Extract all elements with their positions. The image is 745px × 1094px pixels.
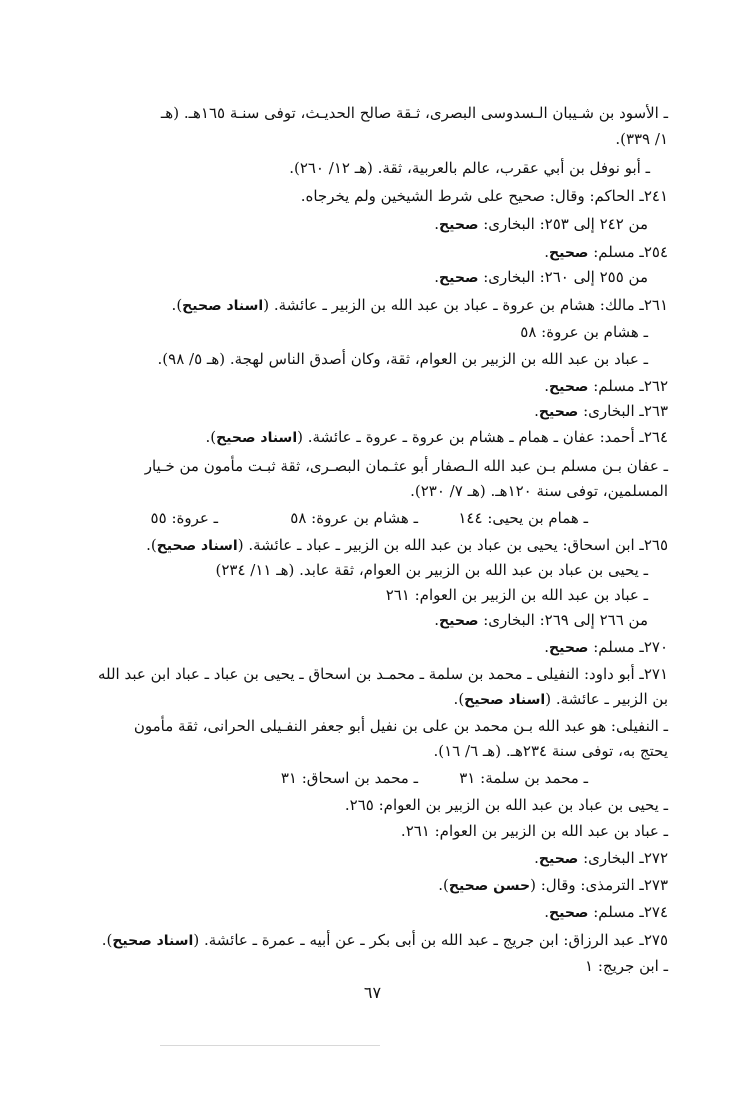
- grade-label: صحيح: [439, 217, 479, 233]
- text-line: ١/ ٣٣٩).: [615, 130, 668, 148]
- page-number: ٦٧: [363, 983, 382, 1002]
- text-line: ٢٧٢ـ البخارى: صحيح.: [534, 849, 668, 867]
- text-line: ـ هشام بن عروة: ٥٨: [520, 323, 648, 341]
- text-line: ٢٦٢ـ مسلم: صحيح.: [544, 377, 668, 395]
- text-line: ـ يحيى بن عباد بن عبد الله بن الزبير بن العوام: ٢٦٥.: [344, 796, 668, 814]
- text-line: ـ عفان بـن مسلم بـن عبد الله الـصفار أبو عثـمان البصـرى، ثقة ثبـت مأمون من خـيار: [144, 457, 668, 475]
- grade-label: اسناد صحيح: [464, 692, 546, 708]
- text-line: ٢٧٤ـ مسلم: صحيح.: [544, 903, 668, 921]
- text-line: ٢٦٣ـ البخارى: صحيح.: [534, 402, 668, 420]
- text-line: ٢٤١ـ الحاكم: وقال: صحيح على شرط الشيخين ولم يخرجاه.: [300, 187, 668, 205]
- grade-label: اسناد صحيح: [112, 933, 194, 949]
- text-line: ـ يحيى بن عباد بن عبد الله بن الزبير بن العوام، ثقة عابد. (هـ ١١/ ٢٣٤): [215, 561, 648, 579]
- text-line: من ٢٥٥ إلى ٢٦٠: البخارى: صحيح.: [434, 268, 648, 286]
- grade-label: صحيح: [549, 245, 589, 261]
- grade-label: اسناد صحيح: [216, 430, 298, 446]
- text-line: بن الزبير ـ عائشة. (اسناد صحيح).: [453, 690, 668, 708]
- text-line: ٢٦٤ـ أحمد: عفان ـ همام ـ هشام بن عروة ـ عروة ـ عائشة. (اسناد صحيح).: [205, 428, 668, 446]
- grade-label: صحيح: [549, 905, 589, 921]
- text-line: ٢٧٣ـ الترمذى: وقال: (حسن صحيح).: [438, 876, 668, 894]
- grade-label: صحيح: [439, 613, 479, 629]
- text-line: ـ عباد بن عبد الله بن الزبير بن العوام: ٢٦١: [385, 586, 648, 604]
- text-line: ـ عباد بن عبد الله بن الزبير بن العوام: ٢٦١.: [400, 822, 668, 840]
- text-line: ـ النفيلى: هو عبد الله بـن محمد بن على بن نفيل أبو جعفر النفـيلى الحرانى، ثقة مأمون: [133, 717, 668, 735]
- text-line: ٢٧٠ـ مسلم: صحيح.: [544, 638, 668, 656]
- grade-label: صحيح: [549, 379, 589, 395]
- grade-label: صحيح: [549, 640, 589, 656]
- text-line: ـ أبو نوفل بن أبي عقرب، عالم بالعربية، ثقة. (هـ ١٢/ ٢٦٠).: [289, 159, 650, 177]
- text-line: ٢٧١ـ أبو داود: النفيلى ـ محمد بن سلمة ـ محمـد بن اسحاق ـ يحيى بن عباد ـ عباد ابن عبد الله: [97, 665, 668, 683]
- text-line: المسلمين، توفى سنة ١٢٠هـ. (هـ ٧/ ٢٣٠).: [410, 482, 668, 500]
- text-line: من ٢٤٢ إلى ٢٥٣: البخارى: صحيح.: [434, 215, 648, 233]
- grade-label: صحيح: [439, 270, 479, 286]
- text-line: ـ همام بن يحيى: ١٤٤ ـ هشام بن عروة: ٥٨ ـ عروة: ٥٥: [150, 509, 588, 527]
- grade-label: اسناد صحيح: [182, 298, 264, 314]
- grade-label: صحيح: [538, 404, 579, 420]
- grade-label: اسناد صحيح: [156, 538, 238, 554]
- text-line: ـ عباد بن عبد الله بن الزبير بن العوام، ثقة، وكان أصدق الناس لهجة. (هـ ٥/ ٩٨).: [157, 350, 648, 368]
- text-line: ٢٥٤ـ مسلم: صحيح.: [544, 243, 668, 261]
- text-line: يحتج به، توفى سنة ٢٣٤هـ. (هـ ٦/ ١٦).: [433, 742, 668, 760]
- text-line: ٢٦١ـ مالك: هشام بن عروة ـ عباد بن عبد الله بن الزبير ـ عائشة. (اسناد صحيح).: [171, 296, 668, 314]
- text-line: ٢٧٥ـ عبد الرزاق: ابن جريج ـ عبد الله بن أبى بكر ـ عن أبيه ـ عمرة ـ عائشة. (اسناد صحيح).: [101, 931, 668, 949]
- text-line: من ٢٦٦ إلى ٢٦٩: البخارى: صحيح.: [434, 611, 648, 629]
- text-line: ـ ابن جريج: ١: [585, 957, 668, 975]
- grade-label: حسن صحيح: [448, 878, 531, 894]
- text-line: ـ محمد بن سلمة: ٣١ ـ محمد بن اسحاق: ٣١: [280, 769, 588, 787]
- grade-label: صحيح: [538, 851, 579, 867]
- text-line: ـ الأسود بن شـيبان الـسدوسى البصرى، ثـقة صالح الحديـث، توفى سنـة ١٦٥هـ. (هـ: [160, 104, 668, 122]
- text-line: ٢٦٥ـ ابن اسحاق: يحيى بن عباد بن عبد الله بن الزبير ـ عباد ـ عائشة. (اسناد صحيح).: [146, 536, 668, 554]
- footer-divider: [160, 1045, 380, 1046]
